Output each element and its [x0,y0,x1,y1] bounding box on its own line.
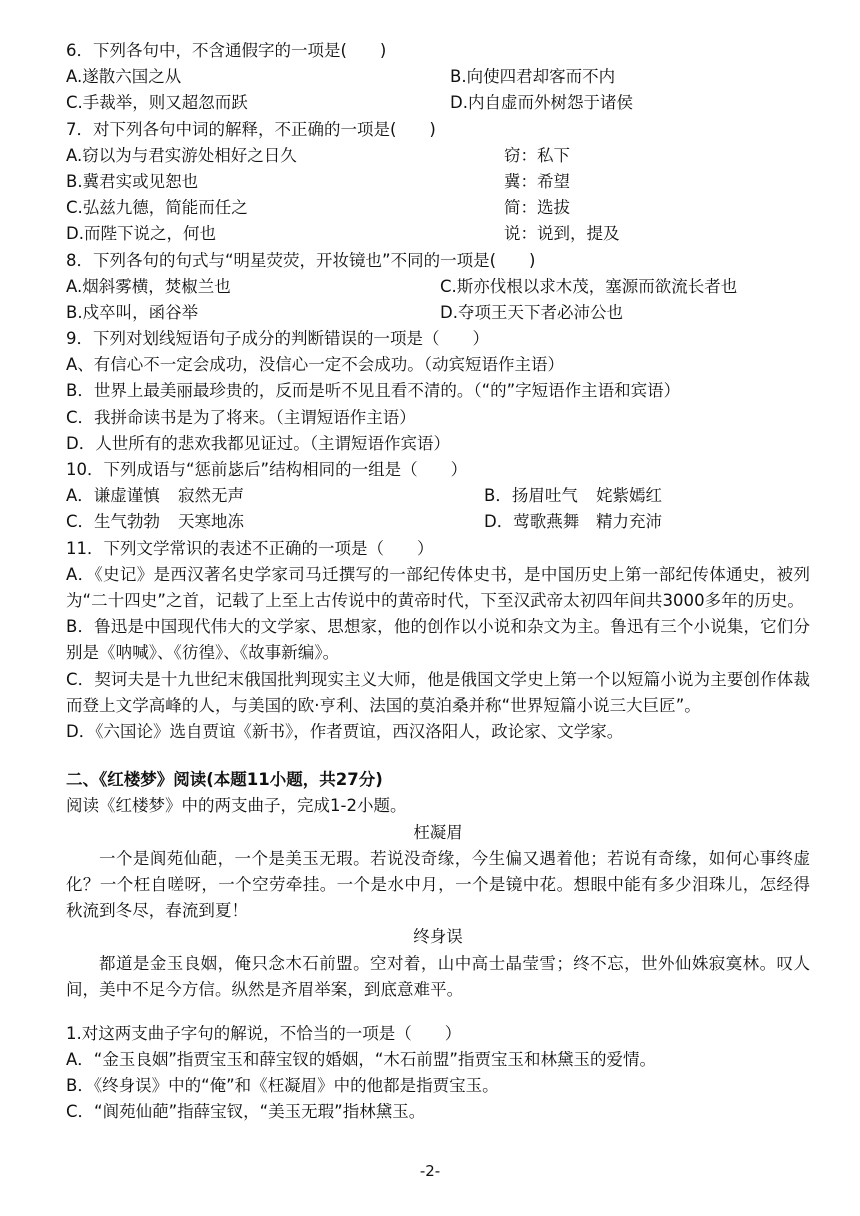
q8-option-a: A.烟斜雾横，焚椒兰也 [66,276,231,296]
q11-option-d: D．《六国论》选自贾谊《新书》，作者贾谊，西汉洛阳人，政论家、文学家。 [66,721,624,741]
q7-option-a [66,143,810,169]
q10-options-row2 [66,509,810,535]
q8-option-c: C.斯亦伐根以求木茂，塞源而欲流长者也 [440,276,738,296]
poem2-title: 终身误 [413,927,463,947]
q11-option-a: A．《史记》是西汉著名史学家司马迁撰写的一部纪传体史书，是中国历史上第一部纪传体通史，被列为“二十四史”之首，记载了上至上古传说中的黄帝时代，下至汉武帝太初四年间共3000多年的历史。 [66,564,810,610]
q9-option-c: C．我拼命读书是为了将来。（主谓短语作主语） [66,407,416,427]
q10-option-c-word2: 天寒地冻 [178,512,244,532]
q8-stem: 8．下列各句的句式与“明星荧荧，开妆镜也”不同的一项是( ) [66,250,536,270]
q9-option-a: A、有信心不一定会成功，没信心一定不会成功。（动宾短语作主语） [66,355,565,375]
q6-option-b: B.向使四君却客而不内 [450,67,616,87]
sq1-option-c: C．“阆苑仙葩”指薛宝钗，“美玉无瑕”指林黛玉。 [66,1102,426,1122]
q10-option-a [66,483,450,509]
q10-option-a-word1: A．谦虚谨慎 [66,486,160,506]
q6-option-c: C.手裁举，则又超忽而跃 [66,93,248,113]
q9-stem: 9．下列对划线短语句子成分的判断错误的一项是（ ） [66,329,489,349]
q7-stem: 7．对下列各句中词的解释，不正确的一项是( ) [66,119,436,139]
q10-option-c [66,509,450,535]
page-content [66,38,810,1126]
q7-sentence: C.弘兹九德，简能而任之 [66,198,248,218]
q7-option-b [66,169,810,195]
q8-options-row1 [66,274,810,300]
q9-option-b: B．世界上最美丽最珍贵的，反而是听不见且看不清的。（“的”字短语作主语和宾语） [66,381,681,401]
q6-option-d: D.内自虚而外树怨于诸侯 [450,93,633,113]
q10-option-c-word1: C．生气勃勃 [66,512,161,532]
q8-option-b: B.戍卒叫，函谷举 [66,302,199,322]
q6-stem: 6．下列各句中，不含通假字的一项是( ) [66,41,387,60]
section-spacer [66,1003,810,1021]
q10-option-d-word1: D．莺歌燕舞 [484,512,580,532]
sq1-option-b: B．《终身误》中的“俺”和《枉凝眉》中的他都是指贾宝玉。 [66,1076,499,1096]
poem1-title: 枉凝眉 [413,822,463,842]
q11-option-b: B．鲁迅是中国现代伟大的文学家、思想家，他的创作以小说和杂文为主。鲁迅有三个小说集，它们分别是《呐喊》、《彷徨》、《故事新编》。 [66,617,810,663]
q11-option-c: C．契诃夫是十九世纪末俄国批判现实主义大师，他是俄国文学史上第一个以短篇小说为主要创作体裁而登上文学高峰的人，与美国的欧·亨利、法国的莫泊桑并称“世界短篇小说三大巨匠”。 [66,669,810,715]
q10-option-d-word2: 精力充沛 [596,512,662,532]
q7-explanation: 简：选拔 [504,198,570,218]
q10-options-row1 [66,483,810,509]
q6-option-a: A.遂散六国之从 [66,67,182,87]
q10-option-b [450,483,810,509]
q8-option-d: D.夺项王天下者必沛公也 [440,302,623,322]
q6-options-row2 [66,90,810,116]
poem2-text: 都道是金玉良姻，俺只念木石前盟。空对着，山中高士晶莹雪；终不忘，世外仙姝寂寞林。叹人间，美中不足今方信。纵然是齐眉举案，到底意难平。 [66,953,810,999]
q10-stem: 10．下列成语与“惩前毖后”结构相同的一组是（ ） [66,460,468,479]
q8-options-row2 [66,300,810,326]
section2-heading: 二、《红楼梦》阅读(本题11小题，共27分) [66,770,383,790]
section2-intro: 阅读《红楼梦》中的两支曲子，完成1-2小题。 [66,796,407,816]
section-spacer [66,745,810,767]
q7-explanation: 说：说到，提及 [504,224,620,244]
sq1-option-a: A．“金玉良姻”指贾宝玉和薛宝钗的婚姻，“木石前盟”指贾宝玉和林黛玉的爱情。 [66,1050,656,1070]
q10-option-b-word2: 姹紫嫣红 [596,486,662,506]
poem1-text: 一个是阆苑仙葩，一个是美玉无瑕。若说没奇缘，今生偏又遇着他；若说有奇缘，如何心事终虚化？一个枉自嗟呀，一个空劳牵挂。一个是水中月，一个是镜中花。想眼中能有多少泪珠儿，怎经得秋流到冬尽，春流到夏！ [66,848,810,921]
q7-sentence: B.冀君实或见恕也 [66,171,199,191]
q9-option-d: D．人世所有的悲欢我都见证过。（主谓短语作宾语） [66,433,450,453]
q7-sentence: D.而陛下说之，何也 [66,224,216,244]
q10-option-d [450,509,810,535]
page-number: -2- [419,1162,441,1180]
q7-explanation: 窃：私下 [504,145,570,165]
q7-option-d [66,221,810,247]
q7-sentence: A.窃以为与君实游处相好之日久 [66,145,297,165]
q11-stem: 11．下列文学常识的表述不正确的一项是（ ） [66,538,434,558]
q6-options-row1 [66,64,810,90]
q7-explanation: 冀：希望 [504,171,570,191]
q7-option-c [66,195,810,221]
sq1-stem: 1.对这两支曲子字句的解说，不恰当的一项是（ ） [66,1023,462,1043]
q10-option-b-word1: B．扬眉吐气 [484,486,578,506]
q10-option-a-word2: 寂然无声 [178,486,244,506]
